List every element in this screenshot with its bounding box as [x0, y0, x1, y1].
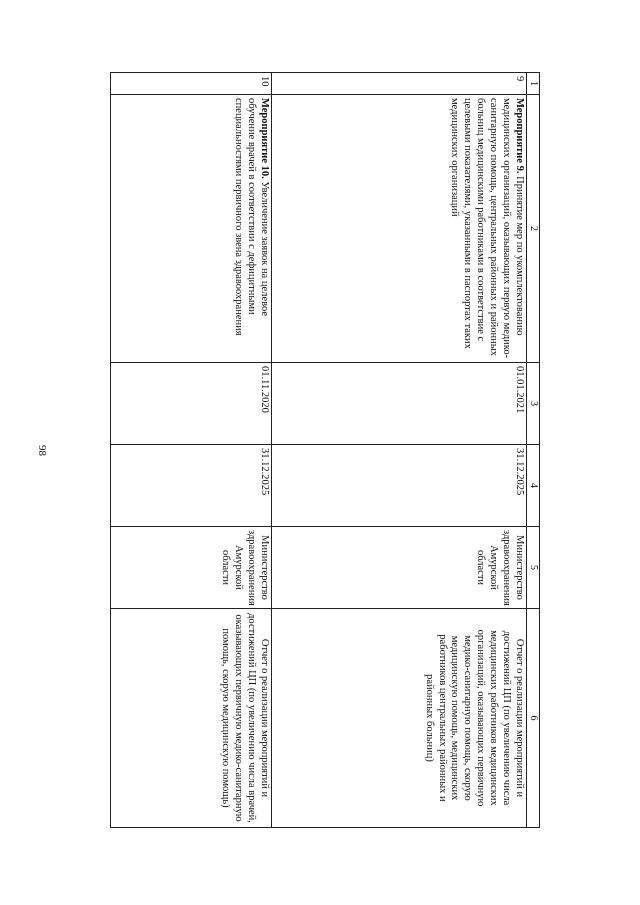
measure-text: Увеличение заявок на целевое обучение врачей в соответствии с дефицитными специальностями первичного звена здравоохранения [233, 98, 270, 336]
column-number: 3 [527, 363, 540, 445]
measure-text: Принятие мер по укомплектованию медицинских организаций, оказывающих первую медико-санитарную помощь, центральных районных и районных больниц медицинскими работниками в соответствие с целевыми показателями, указанными в паспортах таких медицинских организаций [449, 98, 525, 359]
column-number: 4 [527, 445, 540, 527]
start-date: 01.01.2021 [272, 363, 527, 445]
responsible-executor: Министерство здравоохранения Амурской области [272, 527, 527, 609]
column-number: 5 [527, 527, 540, 609]
responsible-executor: Министерство здравоохранения Амурской области [111, 527, 272, 609]
row-number: 10 [111, 73, 272, 95]
column-number: 6 [527, 609, 540, 828]
measure-label: Мероприятие 10. [259, 98, 270, 179]
expected-result: Отчет о реализации мероприятий и достижений ЦП (по увеличению числа врачей, оказывающих первичную медико-санитарную помощь, скорую медицинскую помощь) [111, 609, 272, 828]
measure-cell [111, 95, 272, 363]
row-number: 9 [272, 73, 527, 95]
table-row [111, 73, 272, 828]
column-number-row [527, 73, 540, 828]
expected-result: Отчет о реализации мероприятий и достижений ЦП (по увеличению числа медицинских работников медицинских организаций, оказывающих первичную медико-санитарную помощь, скорую медицинскую помощь, медицинских работников центральных районных и районных больниц) [272, 609, 527, 828]
column-number: 2 [527, 95, 540, 363]
start-date: 01.11.2020 [111, 363, 272, 445]
measure-label: Мероприятие 9. [514, 98, 525, 174]
measure-cell [272, 95, 527, 363]
column-number: 1 [527, 73, 540, 95]
document-table-wrapper [110, 72, 540, 827]
measures-table [110, 72, 540, 828]
end-date: 31.12.2025 [111, 445, 272, 527]
end-date: 31.12.2025 [272, 445, 527, 527]
page-number: 98 [36, 445, 48, 456]
table-row [272, 73, 527, 828]
